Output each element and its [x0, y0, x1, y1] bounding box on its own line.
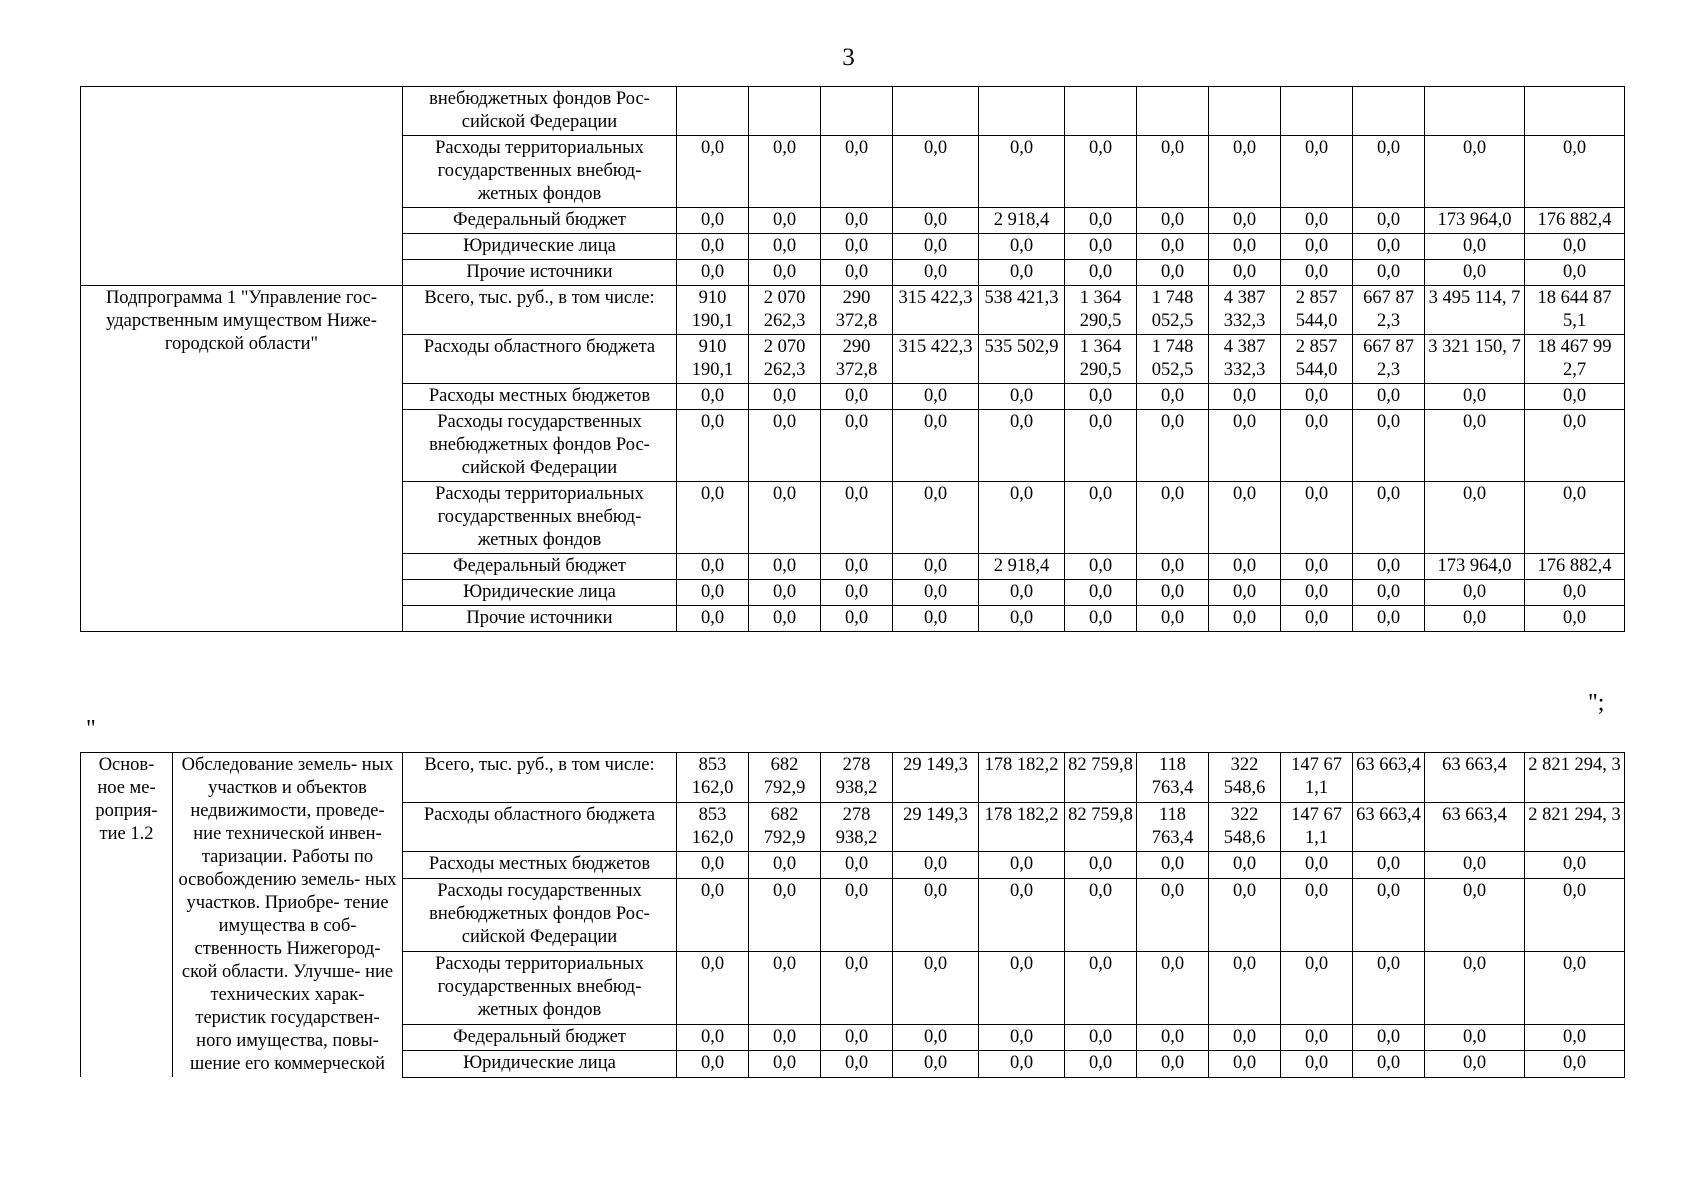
value-cell: 178 182,2 [979, 753, 1065, 803]
value-cell: 0,0 [1425, 384, 1525, 410]
value-cell: 0,0 [1209, 1024, 1281, 1050]
funding-source-cell: Расходы местных бюджетов [403, 384, 677, 410]
value-cell: 278 938,2 [821, 753, 893, 803]
value-cell: 0,0 [1353, 580, 1425, 606]
funding-source-cell: Федеральный бюджет [403, 1024, 677, 1050]
value-cell: 0,0 [677, 606, 749, 632]
value-cell: 0,0 [1281, 951, 1353, 1024]
value-cell: 0,0 [893, 136, 979, 208]
funding-source-cell: Федеральный бюджет [403, 208, 677, 234]
value-cell: 0,0 [1425, 136, 1525, 208]
value-cell: 0,0 [893, 580, 979, 606]
value-cell: 0,0 [1353, 852, 1425, 878]
value-cell: 0,0 [1353, 878, 1425, 951]
value-cell: 0,0 [1137, 554, 1209, 580]
value-cell: 0,0 [677, 852, 749, 878]
value-cell: 0,0 [677, 951, 749, 1024]
value-cell: 0,0 [979, 606, 1065, 632]
value-cell: 147 67 1,1 [1281, 753, 1353, 803]
value-cell: 0,0 [821, 606, 893, 632]
value-cell: 1 364 290,5 [1065, 335, 1137, 384]
value-cell: 0,0 [1425, 234, 1525, 260]
value-cell: 0,0 [677, 580, 749, 606]
value-cell: 0,0 [893, 852, 979, 878]
value-cell [1137, 87, 1209, 136]
value-cell: 0,0 [749, 951, 821, 1024]
value-cell: 0,0 [821, 1051, 893, 1077]
value-cell: 910 190,1 [677, 335, 749, 384]
value-cell: 535 502,9 [979, 335, 1065, 384]
value-cell: 0,0 [893, 410, 979, 482]
value-cell: 682 792,9 [749, 802, 821, 852]
value-cell: 0,0 [677, 234, 749, 260]
value-cell: 147 67 1,1 [1281, 802, 1353, 852]
value-cell: 63 663,4 [1425, 802, 1525, 852]
value-cell: 0,0 [1525, 234, 1625, 260]
value-cell: 0,0 [821, 136, 893, 208]
value-cell: 0,0 [979, 410, 1065, 482]
opening-quote: " [86, 716, 96, 742]
value-cell: 0,0 [1425, 1051, 1525, 1077]
funding-source-cell: Прочие источники [403, 260, 677, 286]
value-cell: 18 644 87 5,1 [1525, 286, 1625, 335]
value-cell: 0,0 [1209, 410, 1281, 482]
value-cell: 173 964,0 [1425, 554, 1525, 580]
value-cell: 0,0 [893, 482, 979, 554]
value-cell: 0,0 [1281, 384, 1353, 410]
subprogram-title-cell: Подпрограмма 1 "Управление гос- ударственным имуществом Ниже- городской области" [81, 286, 403, 632]
value-cell: 0,0 [749, 234, 821, 260]
value-cell: 0,0 [979, 1051, 1065, 1077]
value-cell: 0,0 [1065, 1051, 1137, 1077]
value-cell: 18 467 99 2,7 [1525, 335, 1625, 384]
value-cell: 118 763,4 [1137, 753, 1209, 803]
value-cell: 176 882,4 [1525, 208, 1625, 234]
value-cell: 0,0 [1065, 878, 1137, 951]
value-cell: 0,0 [1353, 260, 1425, 286]
value-cell: 0,0 [677, 384, 749, 410]
value-cell: 2 918,4 [979, 208, 1065, 234]
value-cell: 0,0 [1353, 606, 1425, 632]
value-cell: 0,0 [1525, 260, 1625, 286]
value-cell: 2 070 262,3 [749, 335, 821, 384]
value-cell: 0,0 [821, 1024, 893, 1050]
value-cell: 0,0 [749, 410, 821, 482]
value-cell: 0,0 [1137, 1051, 1209, 1077]
value-cell: 0,0 [1525, 482, 1625, 554]
budget-table-bottom [80, 752, 1625, 1078]
value-cell: 0,0 [1525, 1024, 1625, 1050]
value-cell: 2 918,4 [979, 554, 1065, 580]
value-cell [893, 87, 979, 136]
value-cell: 0,0 [821, 580, 893, 606]
value-cell: 0,0 [1353, 482, 1425, 554]
value-cell: 0,0 [1065, 384, 1137, 410]
value-cell: 0,0 [749, 208, 821, 234]
value-cell: 0,0 [1209, 136, 1281, 208]
funding-source-cell: Расходы государственных внебюджетных фондов Рос- сийской Федерации [403, 410, 677, 482]
value-cell: 0,0 [677, 260, 749, 286]
value-cell: 0,0 [1281, 234, 1353, 260]
funding-source-cell: Юридические лица [403, 234, 677, 260]
value-cell: 2 070 262,3 [749, 286, 821, 335]
value-cell: 0,0 [1425, 482, 1525, 554]
value-cell: 0,0 [1209, 260, 1281, 286]
activity-description-cell: Обследование земель- ных участков и объектов недвижимости, проведе- ние технической инвен- таризации. Работы по освобождению земель- ных участков. Приобре- тение имущества в соб- ственность Нижегород- ской области. Улучше- ние технических харак- теристик государствен- ного имущества, повы- шение его коммерческой [173, 753, 403, 1078]
value-cell: 0,0 [1425, 580, 1525, 606]
value-cell: 0,0 [821, 951, 893, 1024]
value-cell: 118 763,4 [1137, 802, 1209, 852]
value-cell: 3 321 150, 7 [1425, 335, 1525, 384]
value-cell: 0,0 [1065, 234, 1137, 260]
value-cell: 0,0 [1425, 852, 1525, 878]
funding-source-cell: Всего, тыс. руб., в том числе: [403, 286, 677, 335]
value-cell: 0,0 [1209, 208, 1281, 234]
value-cell: 315 422,3 [893, 286, 979, 335]
value-cell: 0,0 [749, 1051, 821, 1077]
value-cell: 0,0 [821, 482, 893, 554]
value-cell: 682 792,9 [749, 753, 821, 803]
value-cell [677, 87, 749, 136]
table-row [81, 87, 1625, 136]
value-cell: 0,0 [1353, 384, 1425, 410]
value-cell: 2 857 544,0 [1281, 335, 1353, 384]
value-cell: 667 87 2,3 [1353, 286, 1425, 335]
value-cell: 0,0 [893, 234, 979, 260]
value-cell: 0,0 [1353, 234, 1425, 260]
value-cell: 278 938,2 [821, 802, 893, 852]
value-cell: 322 548,6 [1209, 802, 1281, 852]
value-cell [749, 87, 821, 136]
value-cell: 0,0 [1525, 852, 1625, 878]
value-cell: 853 162,0 [677, 802, 749, 852]
program-name-cell [81, 87, 403, 286]
value-cell: 0,0 [1353, 951, 1425, 1024]
value-cell: 0,0 [821, 384, 893, 410]
value-cell: 667 87 2,3 [1353, 335, 1425, 384]
value-cell: 0,0 [1425, 878, 1525, 951]
value-cell: 290 372,8 [821, 335, 893, 384]
funding-source-cell: внебюджетных фондов Рос- сийской Федерации [403, 87, 677, 136]
value-cell: 63 663,4 [1353, 753, 1425, 803]
value-cell: 0,0 [1065, 580, 1137, 606]
value-cell [1209, 87, 1281, 136]
value-cell: 0,0 [1137, 852, 1209, 878]
value-cell: 0,0 [749, 606, 821, 632]
value-cell: 0,0 [893, 606, 979, 632]
funding-source-cell: Расходы местных бюджетов [403, 852, 677, 878]
value-cell [979, 87, 1065, 136]
value-cell: 0,0 [1065, 606, 1137, 632]
funding-source-cell: Расходы территориальных государственных внебюд- жетных фондов [403, 136, 677, 208]
value-cell: 0,0 [1281, 410, 1353, 482]
value-cell: 29 149,3 [893, 753, 979, 803]
value-cell: 0,0 [1353, 554, 1425, 580]
value-cell: 0,0 [677, 482, 749, 554]
funding-source-cell: Расходы государственных внебюджетных фондов Рос- сийской Федерации [403, 878, 677, 951]
value-cell: 0,0 [821, 878, 893, 951]
value-cell: 0,0 [979, 482, 1065, 554]
value-cell: 0,0 [1065, 554, 1137, 580]
value-cell: 0,0 [749, 384, 821, 410]
value-cell: 0,0 [1525, 136, 1625, 208]
value-cell: 0,0 [979, 136, 1065, 208]
value-cell: 1 748 052,5 [1137, 335, 1209, 384]
value-cell: 0,0 [1281, 1024, 1353, 1050]
value-cell [1353, 87, 1425, 136]
value-cell: 0,0 [1525, 410, 1625, 482]
value-cell: 0,0 [749, 482, 821, 554]
value-cell: 0,0 [1065, 208, 1137, 234]
value-cell: 0,0 [1425, 260, 1525, 286]
value-cell: 0,0 [1137, 410, 1209, 482]
value-cell: 853 162,0 [677, 753, 749, 803]
value-cell: 0,0 [1281, 580, 1353, 606]
value-cell: 0,0 [1137, 136, 1209, 208]
value-cell: 0,0 [979, 852, 1065, 878]
value-cell: 0,0 [979, 260, 1065, 286]
value-cell: 0,0 [677, 410, 749, 482]
value-cell: 0,0 [677, 1024, 749, 1050]
value-cell: 0,0 [749, 136, 821, 208]
value-cell: 0,0 [1065, 136, 1137, 208]
value-cell: 0,0 [677, 136, 749, 208]
value-cell: 0,0 [1209, 482, 1281, 554]
value-cell: 0,0 [1209, 852, 1281, 878]
value-cell: 0,0 [893, 384, 979, 410]
value-cell: 0,0 [1425, 606, 1525, 632]
value-cell: 0,0 [1209, 384, 1281, 410]
value-cell: 0,0 [821, 554, 893, 580]
value-cell: 0,0 [749, 1024, 821, 1050]
value-cell: 0,0 [1209, 1051, 1281, 1077]
value-cell: 0,0 [1425, 1024, 1525, 1050]
value-cell: 0,0 [677, 208, 749, 234]
activity-label-cell: Основ- ное ме- роприя- тие 1.2 [81, 753, 173, 1078]
funding-source-cell: Расходы областного бюджета [403, 335, 677, 384]
value-cell: 0,0 [893, 1024, 979, 1050]
value-cell: 0,0 [1137, 384, 1209, 410]
value-cell: 63 663,4 [1425, 753, 1525, 803]
value-cell: 0,0 [821, 234, 893, 260]
value-cell: 0,0 [749, 878, 821, 951]
value-cell [821, 87, 893, 136]
value-cell: 0,0 [1525, 878, 1625, 951]
value-cell: 0,0 [1525, 384, 1625, 410]
value-cell: 0,0 [893, 1051, 979, 1077]
value-cell [1425, 87, 1525, 136]
value-cell: 0,0 [1137, 580, 1209, 606]
value-cell: 0,0 [677, 878, 749, 951]
value-cell: 0,0 [1209, 951, 1281, 1024]
value-cell: 0,0 [1209, 580, 1281, 606]
value-cell: 29 149,3 [893, 802, 979, 852]
value-cell: 0,0 [1353, 1051, 1425, 1077]
value-cell: 0,0 [979, 580, 1065, 606]
page-number: 3 [842, 44, 855, 71]
value-cell: 0,0 [979, 951, 1065, 1024]
value-cell: 0,0 [979, 878, 1065, 951]
value-cell: 0,0 [1353, 136, 1425, 208]
value-cell: 0,0 [677, 554, 749, 580]
value-cell: 0,0 [1065, 951, 1137, 1024]
value-cell: 0,0 [1425, 410, 1525, 482]
value-cell: 0,0 [1353, 1024, 1425, 1050]
value-cell: 0,0 [1525, 606, 1625, 632]
value-cell: 0,0 [1065, 852, 1137, 878]
value-cell: 63 663,4 [1353, 802, 1425, 852]
table-row [81, 753, 1625, 803]
value-cell [1281, 87, 1353, 136]
value-cell: 0,0 [1137, 606, 1209, 632]
value-cell: 0,0 [1353, 410, 1425, 482]
value-cell: 0,0 [1281, 554, 1353, 580]
funding-source-cell: Всего, тыс. руб., в том числе: [403, 753, 677, 803]
value-cell: 0,0 [1281, 852, 1353, 878]
value-cell: 0,0 [1525, 1051, 1625, 1077]
value-cell: 0,0 [1281, 208, 1353, 234]
value-cell: 0,0 [749, 580, 821, 606]
value-cell: 0,0 [1281, 482, 1353, 554]
value-cell: 0,0 [979, 384, 1065, 410]
value-cell: 0,0 [1137, 878, 1209, 951]
value-cell: 0,0 [1525, 580, 1625, 606]
value-cell: 1 748 052,5 [1137, 286, 1209, 335]
value-cell: 2 821 294, 3 [1525, 753, 1625, 803]
value-cell: 0,0 [1209, 878, 1281, 951]
table-row [81, 286, 1625, 335]
value-cell: 2 821 294, 3 [1525, 802, 1625, 852]
value-cell: 0,0 [893, 951, 979, 1024]
value-cell: 0,0 [1209, 234, 1281, 260]
value-cell: 0,0 [1209, 554, 1281, 580]
funding-source-cell: Расходы территориальных государственных внебюд- жетных фондов [403, 482, 677, 554]
value-cell: 3 495 114, 7 [1425, 286, 1525, 335]
value-cell: 1 364 290,5 [1065, 286, 1137, 335]
funding-source-cell: Прочие источники [403, 606, 677, 632]
value-cell: 0,0 [1065, 1024, 1137, 1050]
value-cell: 0,0 [893, 554, 979, 580]
value-cell: 0,0 [893, 208, 979, 234]
value-cell: 176 882,4 [1525, 554, 1625, 580]
budget-table-top [80, 86, 1625, 632]
value-cell: 4 387 332,3 [1209, 335, 1281, 384]
value-cell: 0,0 [1137, 234, 1209, 260]
funding-source-cell: Юридические лица [403, 1051, 677, 1077]
value-cell: 0,0 [979, 1024, 1065, 1050]
value-cell: 0,0 [1281, 878, 1353, 951]
value-cell: 178 182,2 [979, 802, 1065, 852]
value-cell: 0,0 [893, 260, 979, 286]
value-cell: 910 190,1 [677, 286, 749, 335]
value-cell: 0,0 [1137, 951, 1209, 1024]
funding-source-cell: Юридические лица [403, 580, 677, 606]
value-cell [1065, 87, 1137, 136]
value-cell: 0,0 [1209, 606, 1281, 632]
value-cell: 173 964,0 [1425, 208, 1525, 234]
value-cell: 0,0 [1065, 482, 1137, 554]
value-cell [1525, 87, 1625, 136]
value-cell: 0,0 [1065, 260, 1137, 286]
value-cell: 0,0 [893, 878, 979, 951]
value-cell: 0,0 [749, 260, 821, 286]
closing-quote: "; [1588, 690, 1605, 716]
funding-source-cell: Федеральный бюджет [403, 554, 677, 580]
value-cell: 0,0 [1137, 1024, 1209, 1050]
value-cell: 0,0 [821, 852, 893, 878]
value-cell: 0,0 [677, 1051, 749, 1077]
value-cell: 0,0 [1065, 410, 1137, 482]
value-cell: 538 421,3 [979, 286, 1065, 335]
funding-source-cell: Расходы территориальных государственных внебюд- жетных фондов [403, 951, 677, 1024]
value-cell: 0,0 [1137, 260, 1209, 286]
value-cell: 0,0 [821, 208, 893, 234]
funding-source-cell: Расходы областного бюджета [403, 802, 677, 852]
value-cell: 0,0 [749, 852, 821, 878]
value-cell: 2 857 544,0 [1281, 286, 1353, 335]
value-cell: 0,0 [749, 554, 821, 580]
value-cell: 0,0 [821, 410, 893, 482]
value-cell: 82 759,8 [1065, 802, 1137, 852]
value-cell: 0,0 [1137, 482, 1209, 554]
value-cell: 0,0 [1525, 951, 1625, 1024]
value-cell: 0,0 [979, 234, 1065, 260]
value-cell: 0,0 [1425, 951, 1525, 1024]
value-cell: 0,0 [1281, 136, 1353, 208]
value-cell: 0,0 [1281, 260, 1353, 286]
value-cell: 0,0 [1281, 1051, 1353, 1077]
value-cell: 0,0 [1353, 208, 1425, 234]
value-cell: 322 548,6 [1209, 753, 1281, 803]
value-cell: 0,0 [1281, 606, 1353, 632]
value-cell: 315 422,3 [893, 335, 979, 384]
value-cell: 0,0 [821, 260, 893, 286]
value-cell: 0,0 [1137, 208, 1209, 234]
value-cell: 290 372,8 [821, 286, 893, 335]
value-cell: 4 387 332,3 [1209, 286, 1281, 335]
value-cell: 82 759,8 [1065, 753, 1137, 803]
